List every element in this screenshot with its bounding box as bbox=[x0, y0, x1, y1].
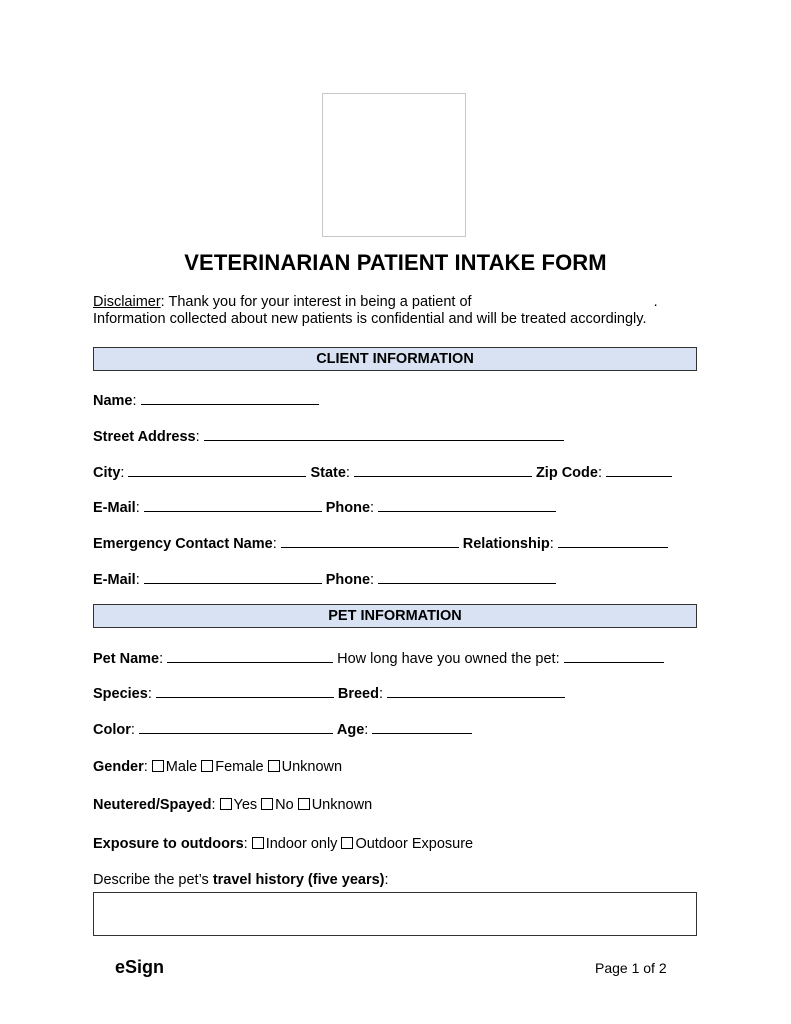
phone-field[interactable] bbox=[378, 498, 556, 512]
pet-name-label: Pet Name bbox=[93, 651, 160, 667]
email-phone-row-2: E-Mail: Phone: bbox=[93, 570, 560, 589]
email-field[interactable] bbox=[144, 498, 322, 512]
species-breed-row: Species: Breed: bbox=[93, 684, 569, 703]
phone-field-2[interactable] bbox=[378, 570, 556, 584]
exposure-indoor-checkbox[interactable] bbox=[252, 837, 264, 849]
gender-female-label: Female bbox=[215, 759, 264, 775]
neutered-yes-label: Yes bbox=[233, 797, 258, 813]
breed-label: Breed bbox=[337, 686, 379, 702]
gender-male-label: Male bbox=[165, 759, 198, 775]
neutered-label: Neutered/Spayed bbox=[93, 797, 212, 813]
email-label: E-Mail bbox=[93, 500, 136, 516]
pet-name-field[interactable] bbox=[167, 649, 333, 663]
gender-male-checkbox[interactable] bbox=[152, 760, 164, 772]
emergency-contact-label: Emergency Contact Name bbox=[93, 536, 273, 552]
page-number: Page 1 of 2 bbox=[595, 960, 667, 976]
owned-duration-field[interactable] bbox=[564, 649, 664, 663]
age-label: Age bbox=[336, 722, 365, 738]
neutered-no-label: No bbox=[275, 797, 294, 813]
exposure-outdoor-checkbox[interactable] bbox=[341, 837, 353, 849]
exposure-label: Exposure to outdoors bbox=[93, 836, 244, 852]
neutered-unknown-label: Unknown bbox=[311, 797, 373, 813]
relationship-label: Relationship bbox=[462, 536, 550, 552]
email-phone-row: E-Mail: Phone: bbox=[93, 498, 560, 517]
client-name-row: Name: bbox=[93, 391, 323, 410]
gender-unknown-checkbox[interactable] bbox=[268, 760, 280, 772]
disclaimer bbox=[93, 294, 703, 328]
gender-label: Gender bbox=[93, 759, 144, 775]
exposure-outdoor-label: Outdoor Exposure bbox=[355, 836, 474, 852]
city-state-zip-row: City: State: Zip Code: bbox=[93, 463, 676, 482]
relationship-field[interactable] bbox=[558, 534, 668, 548]
disclaimer-label: Disclaimer bbox=[93, 294, 161, 310]
email-label-2: E-Mail bbox=[93, 572, 136, 588]
pet-information-header: PET INFORMATION bbox=[93, 604, 697, 628]
zip-code-field[interactable] bbox=[606, 463, 672, 477]
pet-name-row: Pet Name: How long have you owned the pet: bbox=[93, 649, 668, 668]
gender-unknown-label: Unknown bbox=[281, 759, 343, 775]
emergency-contact-row: Emergency Contact Name: Relationship: bbox=[93, 534, 672, 553]
name-label: Name bbox=[93, 393, 133, 409]
phone-label-2: Phone bbox=[325, 572, 371, 588]
state-field[interactable] bbox=[354, 463, 532, 477]
name-field[interactable] bbox=[141, 391, 319, 405]
city-field[interactable] bbox=[128, 463, 306, 477]
disclaimer-text-2: Information collected about new patients is confidential and will be treated accordingly. bbox=[93, 311, 647, 327]
disclaimer-text-1: : Thank you for your interest in being a patient of bbox=[160, 294, 472, 310]
client-information-header: CLIENT INFORMATION bbox=[93, 347, 697, 371]
street-address-label: Street Address bbox=[93, 429, 196, 445]
age-field[interactable] bbox=[372, 720, 472, 734]
owned-duration-label: How long have you owned the pet: bbox=[337, 651, 560, 667]
disclaimer-period: . bbox=[653, 294, 658, 310]
exposure-indoor-label: Indoor only bbox=[265, 836, 338, 852]
species-field[interactable] bbox=[156, 684, 334, 698]
page-title: VETERINARIAN PATIENT INTAKE FORM bbox=[184, 250, 607, 275]
neutered-row: Neutered/Spayed: Yes No Unknown bbox=[93, 797, 373, 813]
breed-field[interactable] bbox=[387, 684, 565, 698]
state-label: State bbox=[310, 465, 346, 481]
street-row: Street Address: bbox=[93, 427, 568, 446]
gender-row: Gender: Male Female Unknown bbox=[93, 759, 343, 775]
email-field-2[interactable] bbox=[144, 570, 322, 584]
exposure-row: Exposure to outdoors: Indoor only Outdoor Exposure bbox=[93, 836, 474, 852]
esign-logo: eSign bbox=[115, 957, 165, 977]
zip-code-label: Zip Code bbox=[535, 465, 598, 481]
neutered-yes-checkbox[interactable] bbox=[220, 798, 232, 810]
city-label: City bbox=[93, 465, 121, 481]
color-label: Color bbox=[93, 722, 131, 738]
logo-placeholder bbox=[322, 93, 466, 237]
color-field[interactable] bbox=[139, 720, 333, 734]
neutered-no-checkbox[interactable] bbox=[261, 798, 273, 810]
gender-female-checkbox[interactable] bbox=[201, 760, 213, 772]
travel-suffix: : bbox=[384, 872, 389, 888]
species-label: Species bbox=[93, 686, 148, 702]
phone-label: Phone bbox=[325, 500, 371, 516]
street-address-field[interactable] bbox=[204, 427, 564, 441]
travel-bold: travel history (five years) bbox=[212, 872, 385, 888]
neutered-unknown-checkbox[interactable] bbox=[298, 798, 310, 810]
travel-prefix: Describe the pet’s bbox=[93, 872, 213, 888]
travel-history-textbox[interactable] bbox=[93, 892, 697, 936]
emergency-contact-field[interactable] bbox=[281, 534, 459, 548]
color-age-row: Color: Age: bbox=[93, 720, 476, 739]
travel-history-prompt bbox=[93, 871, 389, 889]
